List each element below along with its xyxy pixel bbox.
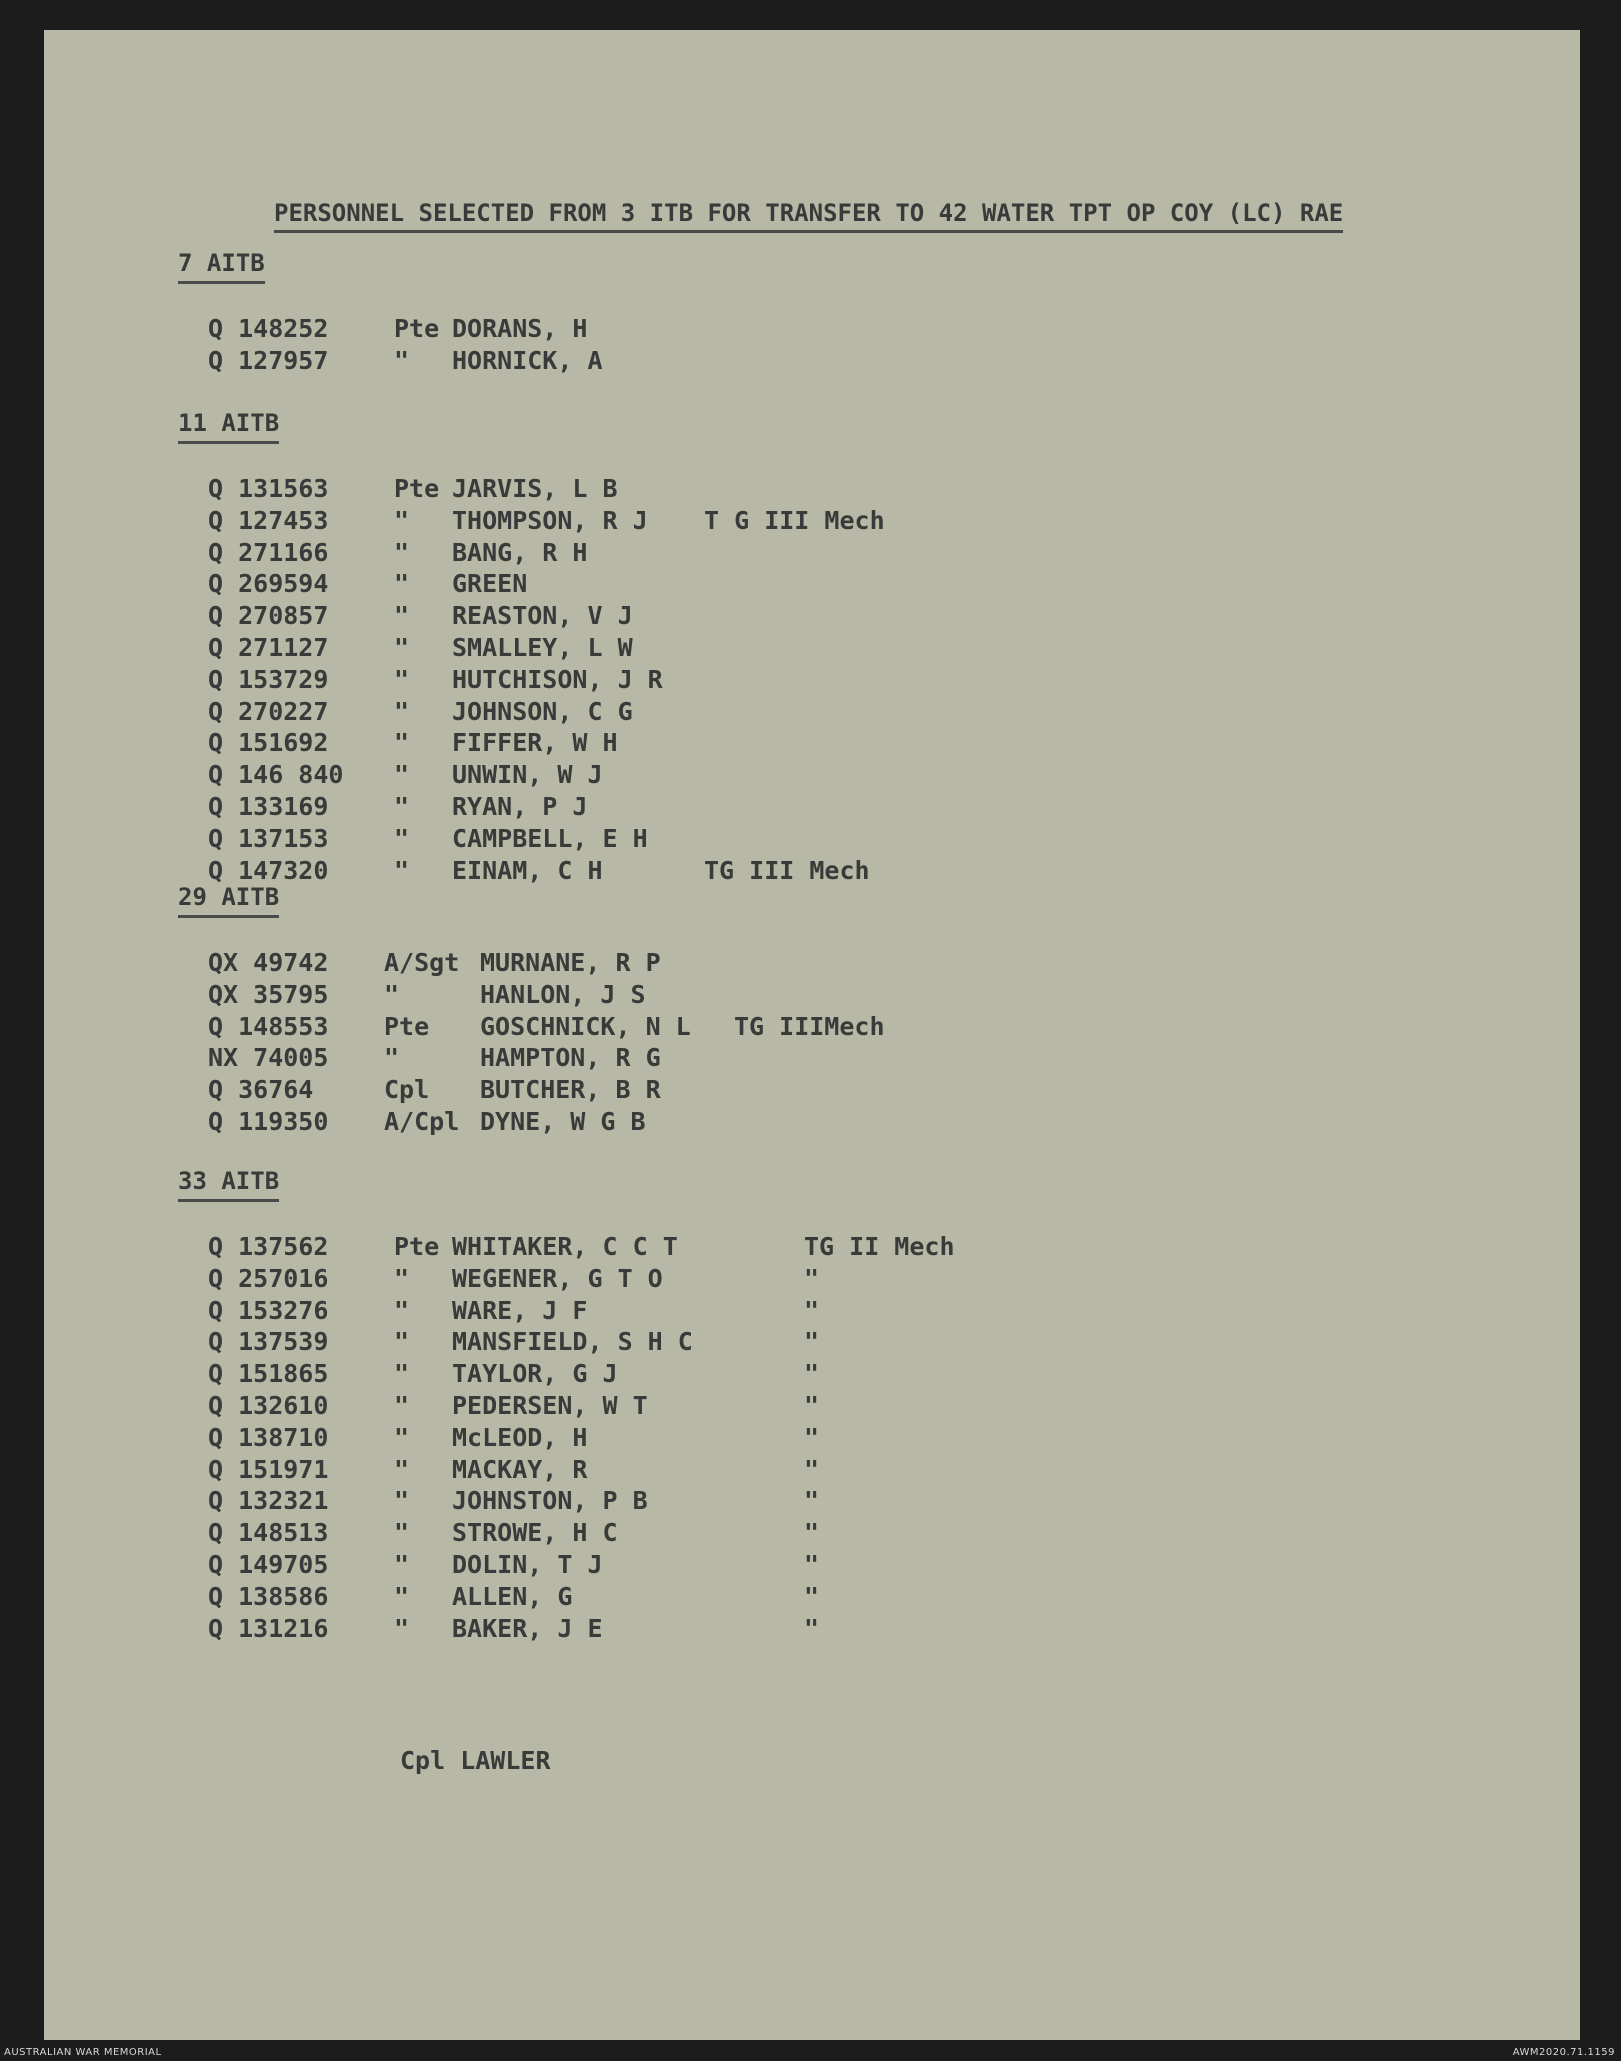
section-heading: 11 AITB <box>178 408 279 444</box>
archive-credit: AUSTRALIAN WAR MEMORIAL <box>4 2047 162 2058</box>
rank: Pte <box>394 314 440 343</box>
member-name: JOHNSON, C G <box>452 696 633 726</box>
service-number: Q 257016 <box>208 1263 329 1293</box>
service-number: Q 137562 <box>208 1232 329 1261</box>
rank: " <box>394 728 410 758</box>
trade-note: " <box>804 1359 820 1389</box>
service-number: Q 133169 <box>208 792 329 821</box>
service-number: Q 148553 <box>208 1011 329 1041</box>
service-number: Q 138586 <box>208 1581 329 1611</box>
trade-note: TG II Mech <box>804 1232 955 1261</box>
member-name: RYAN, P J <box>452 792 588 821</box>
trade-note: " <box>804 1295 820 1325</box>
trade-note: " <box>804 1327 820 1357</box>
service-number: Q 132610 <box>208 1391 329 1420</box>
service-number: Q 270857 <box>208 601 329 631</box>
service-number: Q 151865 <box>208 1359 329 1389</box>
rank: A/Sgt <box>384 948 460 977</box>
signature: Cpl LAWLER <box>400 1746 551 1775</box>
member-name: HORNICK, A <box>452 345 603 375</box>
service-number: Q 147320 <box>208 855 329 885</box>
service-number: Q 271127 <box>208 633 329 662</box>
rank: " <box>394 664 410 694</box>
rank: " <box>384 1043 400 1073</box>
member-name: WARE, J F <box>452 1295 588 1325</box>
service-number: Q 148513 <box>208 1518 329 1548</box>
member-name: DORANS, H <box>452 314 588 343</box>
service-number: Q 270227 <box>208 696 329 726</box>
service-number: Q 132321 <box>208 1486 329 1516</box>
rank: " <box>394 633 410 662</box>
rank: " <box>394 1581 410 1611</box>
section-heading: 7 AITB <box>178 248 265 284</box>
rank: " <box>394 1518 410 1548</box>
section-heading: 33 AITB <box>178 1166 279 1202</box>
service-number: Q 153276 <box>208 1295 329 1325</box>
rank: " <box>394 345 410 375</box>
member-name: McLEOD, H <box>452 1422 588 1452</box>
rank: " <box>384 979 400 1009</box>
service-number: Q 127957 <box>208 345 329 375</box>
member-name: WHITAKER, C C T <box>452 1232 678 1261</box>
service-number: Q 269594 <box>208 569 329 599</box>
rank: Pte <box>394 1232 440 1261</box>
trade-note: " <box>804 1486 820 1516</box>
member-name: STROWE, H C <box>452 1518 618 1548</box>
member-name: REASTON, V J <box>452 601 633 631</box>
service-number: Q 151971 <box>208 1454 329 1484</box>
trade-note: TG IIIMech <box>734 1011 885 1041</box>
member-name: CAMPBELL, E H <box>452 823 648 853</box>
member-name: UNWIN, W J <box>452 760 603 790</box>
service-number: Q 146 840 <box>208 760 344 790</box>
rank: " <box>394 1295 410 1325</box>
member-name: WEGENER, G T O <box>452 1263 663 1293</box>
service-number: NX 74005 <box>208 1043 329 1073</box>
service-number: Q 119350 <box>208 1107 329 1136</box>
member-name: HUTCHISON, J R <box>452 664 663 694</box>
rank: " <box>394 601 410 631</box>
trade-note: " <box>804 1550 820 1579</box>
rank: " <box>394 569 410 599</box>
service-number: Q 137539 <box>208 1327 329 1357</box>
service-number: QX 49742 <box>208 948 329 977</box>
document-page <box>44 30 1580 2040</box>
rank: Cpl <box>384 1075 430 1105</box>
member-name: DYNE, W G B <box>480 1107 646 1136</box>
member-name: MACKAY, R <box>452 1454 588 1484</box>
rank: Pte <box>394 474 440 503</box>
rank: A/Cpl <box>384 1107 460 1136</box>
service-number: Q 131216 <box>208 1613 329 1643</box>
service-number: Q 271166 <box>208 537 329 567</box>
rank: " <box>394 537 410 567</box>
rank: " <box>394 1359 410 1389</box>
service-number: QX 35795 <box>208 979 329 1009</box>
rank: " <box>394 1391 410 1420</box>
service-number: Q 151692 <box>208 728 329 758</box>
member-name: MANSFIELD, S H C <box>452 1327 693 1357</box>
service-number: Q 127453 <box>208 505 329 535</box>
member-name: BUTCHER, B R <box>480 1075 661 1105</box>
member-name: FIFFER, W H <box>452 728 618 758</box>
rank: " <box>394 1613 410 1643</box>
rank: " <box>394 792 410 821</box>
trade-note: " <box>804 1263 820 1293</box>
service-number: Q 153729 <box>208 664 329 694</box>
trade-note: " <box>804 1454 820 1484</box>
member-name: EINAM, C H <box>452 855 603 885</box>
trade-note: " <box>804 1422 820 1452</box>
member-name: GOSCHNICK, N L <box>480 1011 691 1041</box>
service-number: Q 149705 <box>208 1550 329 1579</box>
section-heading: 29 AITB <box>178 882 279 918</box>
member-name: TAYLOR, G J <box>452 1359 618 1389</box>
member-name: MURNANE, R P <box>480 948 661 977</box>
rank: Pte <box>384 1011 430 1041</box>
accession-number: AWM2020.71.1159 <box>1512 2047 1615 2058</box>
member-name: SMALLEY, L W <box>452 633 633 662</box>
rank: " <box>394 1327 410 1357</box>
member-name: BAKER, J E <box>452 1613 603 1643</box>
rank: " <box>394 1454 410 1484</box>
trade-note: TG III Mech <box>704 855 870 885</box>
trade-note: " <box>804 1518 820 1548</box>
member-name: PEDERSEN, W T <box>452 1391 648 1420</box>
member-name: JARVIS, L B <box>452 474 618 503</box>
service-number: Q 138710 <box>208 1422 329 1452</box>
rank: " <box>394 760 410 790</box>
rank: " <box>394 505 410 535</box>
member-name: DOLIN, T J <box>452 1550 603 1579</box>
member-name: JOHNSTON, P B <box>452 1486 648 1516</box>
service-number: Q 36764 <box>208 1075 314 1105</box>
rank: " <box>394 823 410 853</box>
trade-note: " <box>804 1613 820 1643</box>
trade-note: T G III Mech <box>704 505 885 535</box>
member-name: THOMPSON, R J <box>452 505 648 535</box>
member-name: ALLEN, G <box>452 1581 573 1611</box>
rank: " <box>394 1263 410 1293</box>
rank: " <box>394 696 410 726</box>
trade-note: " <box>804 1581 820 1611</box>
service-number: Q 137153 <box>208 823 329 853</box>
member-name: GREEN <box>452 569 528 599</box>
service-number: Q 148252 <box>208 314 329 343</box>
trade-note: " <box>804 1391 820 1420</box>
rank: " <box>394 855 410 885</box>
service-number: Q 131563 <box>208 474 329 503</box>
rank: " <box>394 1550 410 1579</box>
rank: " <box>394 1486 410 1516</box>
member-name: BANG, R H <box>452 537 588 567</box>
member-name: HANLON, J S <box>480 979 646 1009</box>
document-title: PERSONNEL SELECTED FROM 3 ITB FOR TRANSFER TO 42 WATER TPT OP COY (LC) RAE <box>274 198 1343 233</box>
rank: " <box>394 1422 410 1452</box>
member-name: HAMPTON, R G <box>480 1043 661 1073</box>
